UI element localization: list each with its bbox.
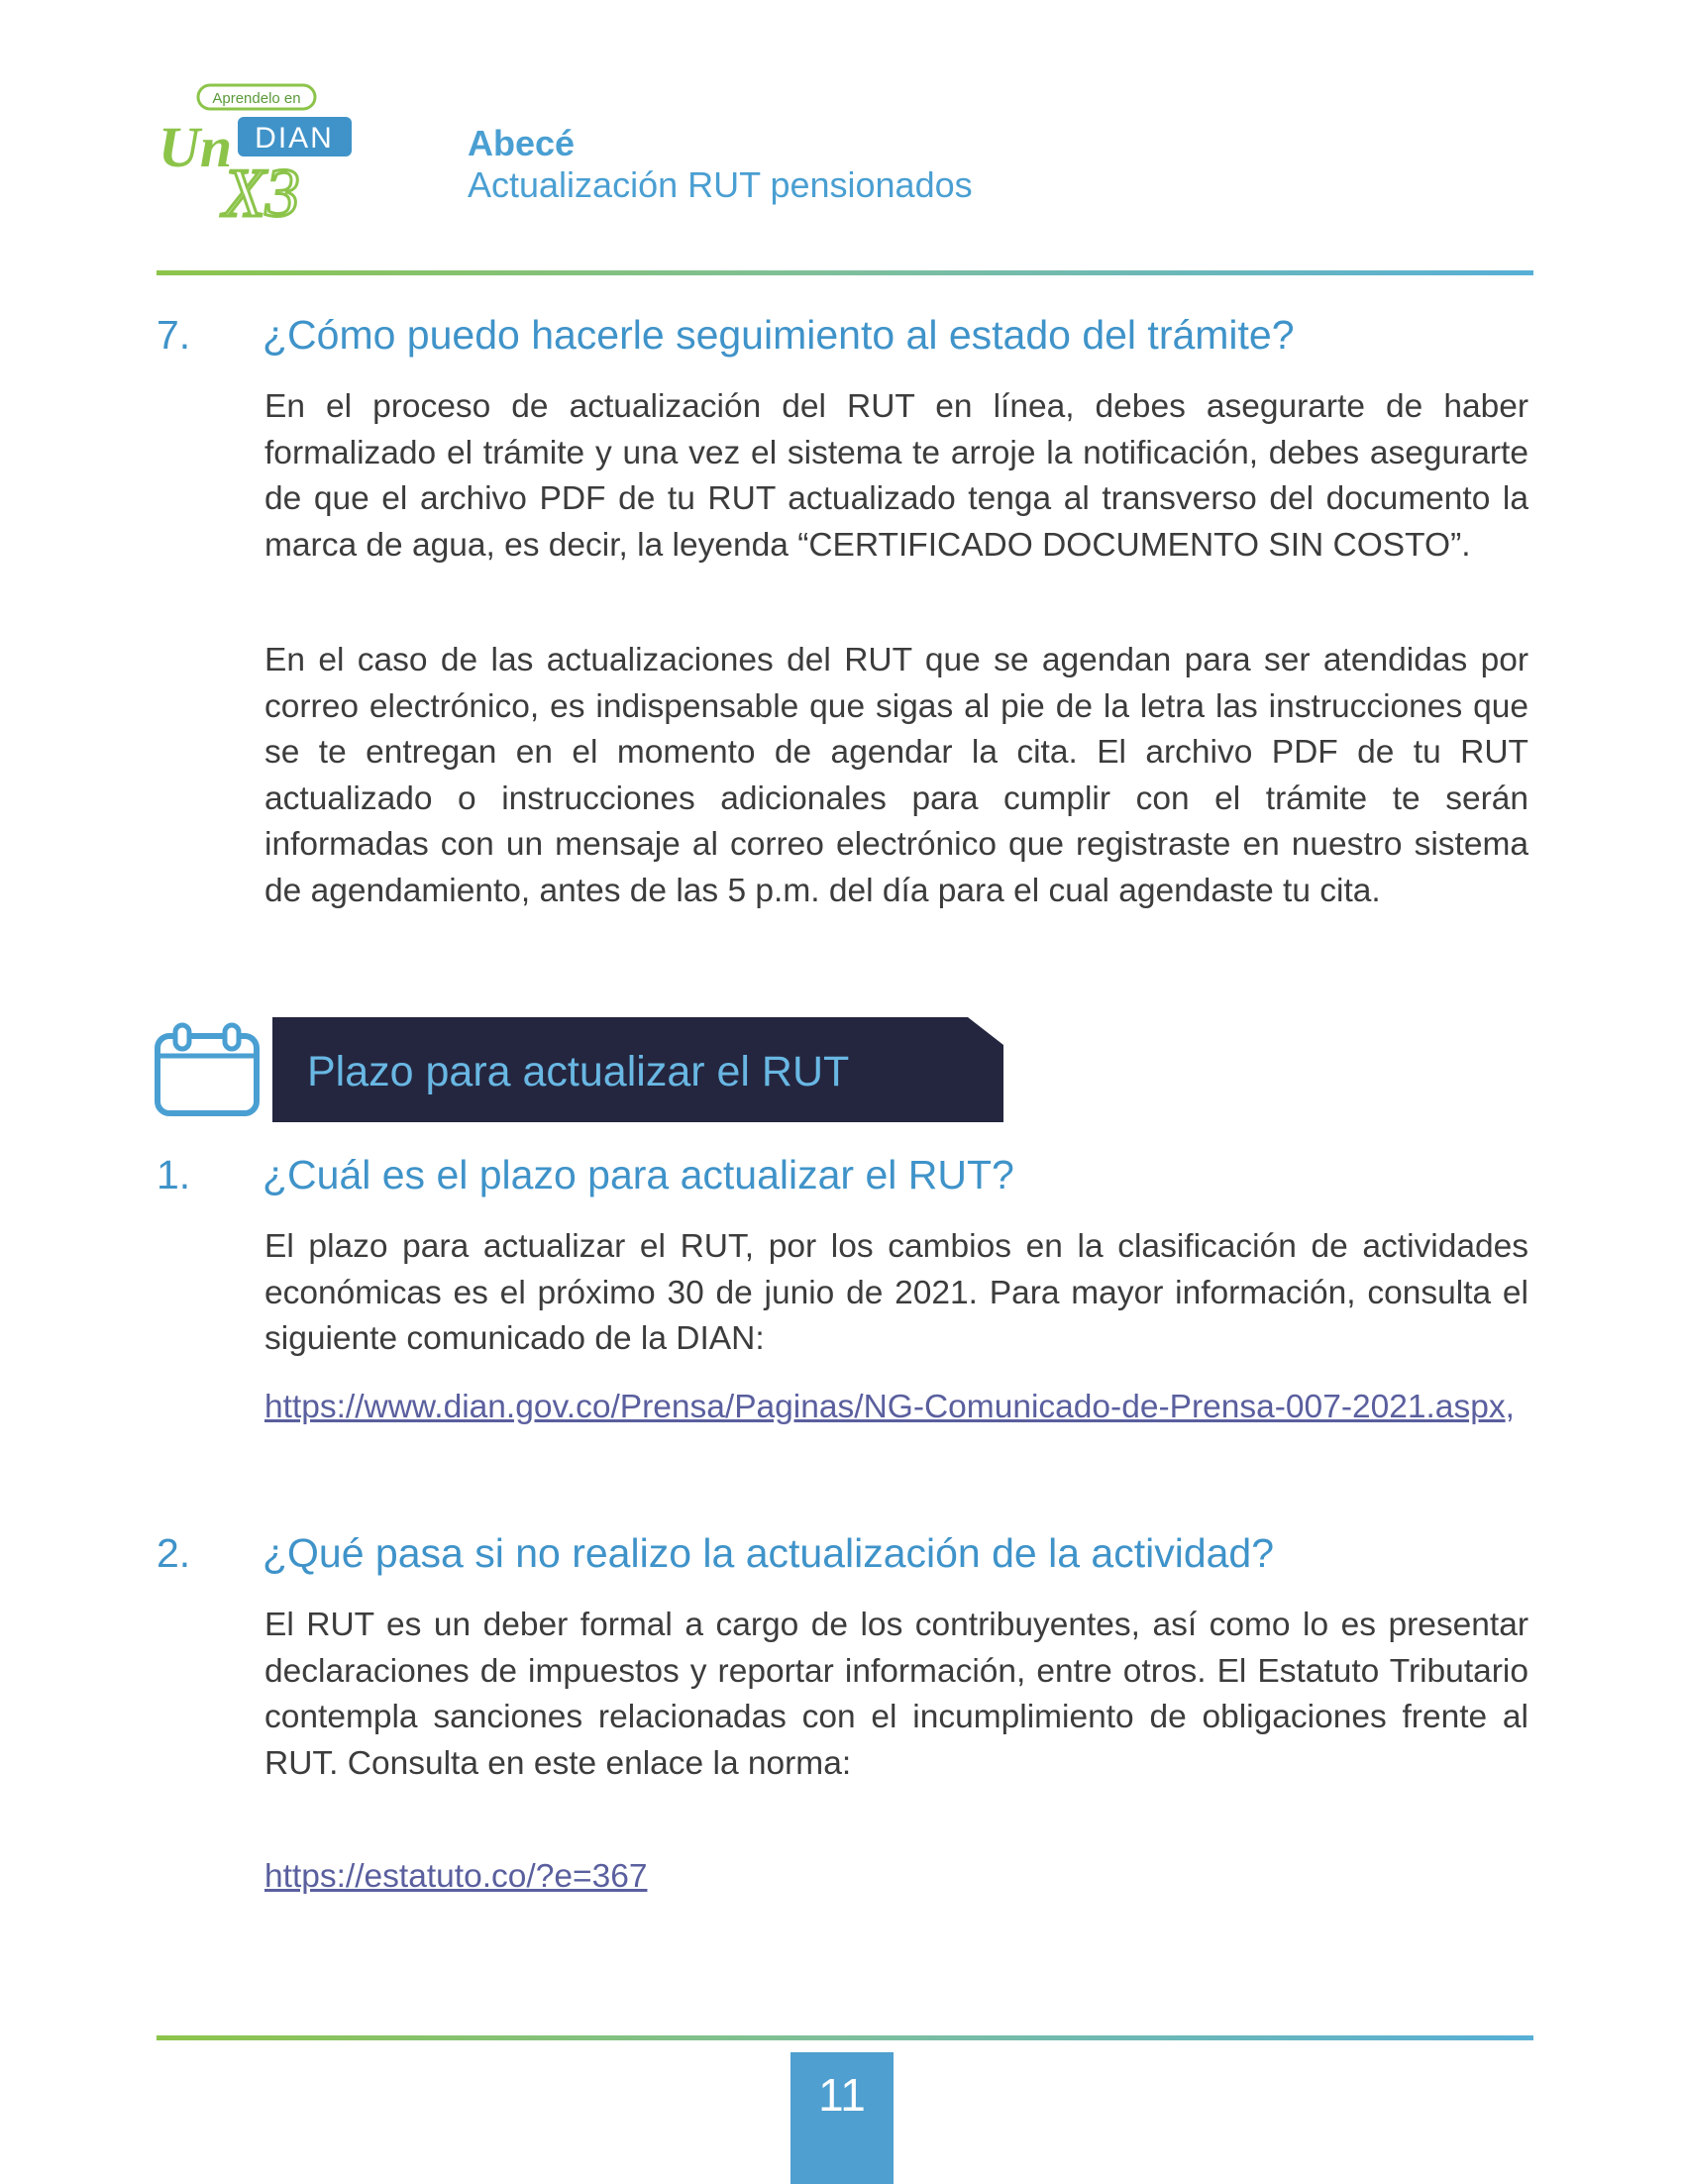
question-paragraph: En el proceso de actualización del RUT en línea, debes asegurarte de haber formalizado el trámite y una vez el sistema te arroje la notificación, debes asegurarte de que el archivo PDF de tu RUT actualizado tenga al transverso del documento la marca de agua, es decir, la leyenda “CERTIFICADO DOCUMENTO SIN COSTO”. xyxy=(264,388,1528,564)
question-number: 1. xyxy=(157,1152,191,1197)
calendar-icon xyxy=(154,1022,263,1119)
logo-multiplier-text: X3 xyxy=(223,156,300,226)
link-paragraph xyxy=(264,1385,1532,1431)
link-suffix: , xyxy=(1505,1389,1515,1425)
question-paragraph: En el caso de las actualizaciones del RUT que se agendan para ser atendidas por correo electrónico, es indispensable que sigas al pie de la letra las instrucciones que se te entregan en el momento de agendar la cita. El archivo PDF de tu RUT actualizado o instrucciones adicionales para cumplir con el trámite te serán informadas con un mensaje al correo electrónico que registraste en nuestro sistema de agendamiento, antes de las 5 p.m. del día para el cual agendaste tu cita. xyxy=(264,642,1528,909)
footer-divider xyxy=(157,2035,1533,2040)
dian-logo xyxy=(149,77,367,226)
section-title: Plazo para actualizar el RUT xyxy=(307,1048,850,1095)
logo-script-text: Un xyxy=(158,115,233,179)
page-number: 11 xyxy=(818,2069,866,2121)
header-subtitle: Actualización RUT pensionados xyxy=(468,164,973,205)
header-title: Abecé xyxy=(468,123,576,163)
header-divider xyxy=(157,270,1533,275)
question-title: ¿Cuál es el plazo para actualizar el RUT? xyxy=(263,1152,1014,1197)
question-title: ¿Qué pasa si no realizo la actualización de la actividad? xyxy=(263,1530,1275,1576)
question-number: 2. xyxy=(157,1530,191,1576)
logo-tag-text: Aprendelo en xyxy=(212,90,301,107)
link-paragraph xyxy=(264,1854,1532,1901)
estatuto-link[interactable]: https://estatuto.co/?e=367 xyxy=(264,1858,648,1895)
logo-brand-text: DIAN xyxy=(255,122,334,155)
question-paragraph: El RUT es un deber formal a cargo de los contribuyentes, así como lo es presentar declaraciones de impuestos y reportar información, entre otros. El Estatuto Tributario contempla sanciones relacionadas con el incumplimiento de obligaciones frente al RUT. Consulta en este enlace la norma: xyxy=(264,1607,1528,1782)
question-paragraph: El plazo para actualizar el RUT, por los cambios en la clasificación de actividades económicas es el próximo 30 de junio de 2021. Para mayor información, consulta el siguiente comunicado de la DIAN: xyxy=(264,1228,1528,1358)
question-number: 7. xyxy=(157,312,191,358)
comunicado-link[interactable]: https://www.dian.gov.co/Prensa/Paginas/NG-Comunicado-de-Prensa-007-2021.aspx xyxy=(264,1389,1506,1425)
question-title: ¿Cómo puedo hacerle seguimiento al estado del trámite? xyxy=(263,312,1295,358)
